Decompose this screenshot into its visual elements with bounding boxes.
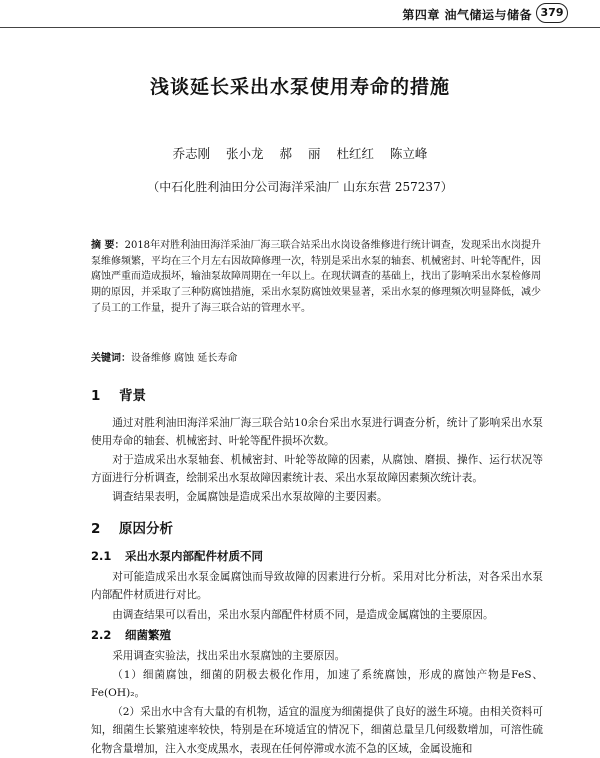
section-heading-background bbox=[91, 384, 146, 404]
subsection-heading-bacteria bbox=[91, 627, 171, 643]
keywords-text: 设备维修 腐蚀 延长寿命 bbox=[131, 353, 238, 364]
subsection-heading-material bbox=[91, 548, 263, 564]
section-number: 2 bbox=[91, 521, 101, 537]
affiliation: （中石化胜利油田分公司海洋采油厂 山东东营 257237） bbox=[147, 180, 453, 194]
abstract-text: 2018年对胜利油田海洋采油厂海三联合站采出水岗设备维修进行统计调查，发现采出水岗提升泵维修频繁，平均在三个月左右因故障修理一次，特别是采出水泵的轴套、机械密封、叶轮等配件，因腐蚀严重而造成损坏，输油泵故障周期在一年以上。在现状调查的基础上，找出了影响采出水泵检修周期的原因，并采取了三种防腐蚀措施，采出水泵防腐蚀效果显著，采出水泵的修理频次明显降低，减少了员工的工作量，提升了海三联合站的管理水平。 bbox=[91, 240, 542, 314]
author-list: 乔志刚 张小龙 郝 丽 杜红红 陈立峰 bbox=[172, 146, 428, 161]
paragraph: 对于造成采出水泵轴套、机械密封、叶轮等故障的因素，从腐蚀、磨损、操作、运行状况等方面进行分析调查，绘制采出水泵故障因素统计表、采出水泵故障因素频次统计表。 bbox=[91, 454, 543, 485]
paper-title: 浅谈延长采出水泵使用寿命的措施 bbox=[149, 76, 450, 98]
section-title: 原因分析 bbox=[119, 521, 173, 537]
subsection-number: 2.2 bbox=[91, 628, 112, 642]
paragraph: 采用调查实验法，找出采出水泵腐蚀的主要原因。 bbox=[112, 650, 346, 662]
paragraph: （1）细菌腐蚀，细菌的阴极去极化作用，加速了系统腐蚀，形成的腐蚀产物是FeS、Fe(OH)₂。 bbox=[91, 669, 543, 700]
subsection-title: 采出水泵内部配件材质不同 bbox=[125, 549, 263, 563]
abstract bbox=[91, 238, 541, 317]
running-header bbox=[0, 0, 600, 26]
paragraph: 对可能造成采出水泵金属腐蚀而导致故障的因素进行分析。采用对比分析法，对各采出水泵内部配件材质进行对比。 bbox=[91, 571, 543, 602]
paragraph: 调查结果表明，金属腐蚀是造成采出水泵故障的主要因素。 bbox=[112, 491, 388, 503]
page-number: 379 bbox=[536, 3, 568, 23]
keywords bbox=[91, 349, 541, 364]
paragraph: 由调查结果可以看出，采出水泵内部配件材质不同，是造成金属腐蚀的主要原因。 bbox=[112, 609, 494, 621]
keywords-label: 关键词： bbox=[91, 353, 131, 364]
section-heading-cause-analysis bbox=[91, 517, 173, 537]
subsection-number: 2.1 bbox=[91, 549, 112, 563]
paragraph: （2）采出水中含有大量的有机物，适宜的温度为细菌提供了良好的滋生环境。由相关资料可知，细菌生长繁殖速率较快，特别是在环境适宜的情况下，细菌总量呈几何级数增加，可溶性硫化物含量增加，注入水变成黑水，表现在任何停滞或水流不急的区域，金属设施和 bbox=[91, 706, 543, 755]
section-number: 1 bbox=[91, 388, 101, 404]
section-title: 背景 bbox=[119, 388, 146, 404]
header-rule bbox=[0, 27, 600, 28]
paragraph: 通过对胜利油田海洋采油厂海三联合站10余台采出水泵进行调查分析，统计了影响采出水泵使用寿命的轴套、机械密封、叶轮等配件损坏次数。 bbox=[91, 417, 543, 448]
chapter-heading: 第四章 油气储运与储备 bbox=[402, 8, 532, 22]
abstract-label: 摘 要： bbox=[91, 240, 125, 251]
subsection-title: 细菌繁殖 bbox=[125, 628, 171, 642]
